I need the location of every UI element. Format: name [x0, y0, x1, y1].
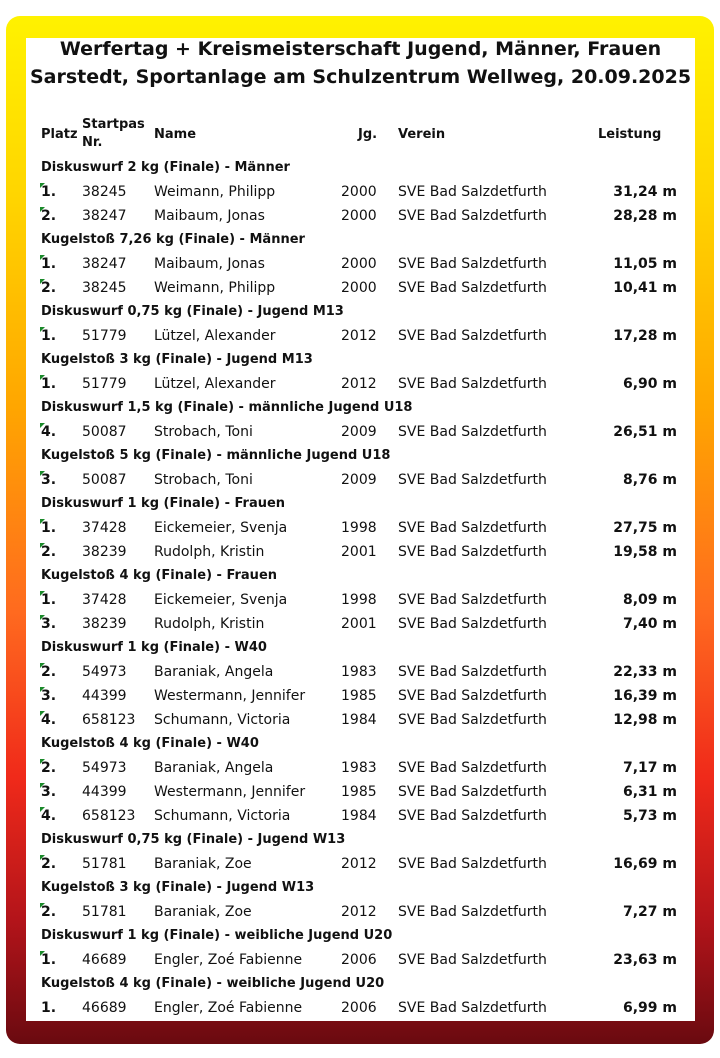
table-row — [26, 612, 695, 636]
place-cell: 1. — [41, 592, 57, 608]
birth-year-cell: 2006 — [341, 1000, 377, 1016]
performance-cell: 16,69 m — [613, 856, 677, 872]
table-row — [26, 852, 695, 876]
athlete-name-cell: Eickemeier, Svenja — [154, 520, 288, 536]
results-sheet — [26, 38, 695, 1021]
athlete-name-cell: Strobach, Toni — [154, 472, 253, 488]
club-cell: SVE Bad Salzdetfurth — [398, 904, 547, 920]
club-cell: SVE Bad Salzdetfurth — [398, 760, 547, 776]
club-cell: SVE Bad Salzdetfurth — [398, 592, 547, 608]
birth-year-cell: 2012 — [341, 856, 377, 872]
place-cell: 1. — [41, 1000, 57, 1016]
start-number-cell: 658123 — [82, 808, 136, 824]
club-cell: SVE Bad Salzdetfurth — [398, 688, 547, 704]
place-cell: 2. — [41, 760, 57, 776]
performance-cell: 16,39 m — [613, 688, 677, 704]
club-cell: SVE Bad Salzdetfurth — [398, 208, 547, 224]
event-section-title: Kugelstoß 5 kg (Finale) - männliche Jugend U18 — [41, 448, 391, 463]
athlete-name-cell: Weimann, Philipp — [154, 184, 276, 200]
athlete-name-cell: Maibaum, Jonas — [154, 256, 265, 272]
club-cell: SVE Bad Salzdetfurth — [398, 256, 547, 272]
table-row — [26, 372, 695, 396]
start-number-cell: 51779 — [82, 328, 127, 344]
club-cell: SVE Bad Salzdetfurth — [398, 472, 547, 488]
birth-year-cell: 1998 — [341, 592, 377, 608]
col-header-verein: Verein — [398, 127, 446, 142]
table-row — [26, 708, 695, 732]
event-section-title: Diskuswurf 1 kg (Finale) - Frauen — [41, 496, 286, 511]
place-cell: 3. — [41, 784, 57, 800]
place-cell: 2. — [41, 544, 57, 560]
athlete-name-cell: Engler, Zoé Fabienne — [154, 952, 303, 968]
place-cell: 1. — [41, 184, 57, 200]
place-cell: 2. — [41, 664, 57, 680]
birth-year-cell: 2000 — [341, 208, 377, 224]
birth-year-cell: 2001 — [341, 544, 377, 560]
performance-cell: 6,31 m — [622, 784, 677, 800]
table-row — [26, 804, 695, 828]
athlete-name-cell: Schumann, Victoria — [154, 712, 291, 728]
performance-cell: 6,99 m — [622, 1000, 677, 1016]
place-cell: 2. — [41, 856, 57, 872]
start-number-cell: 46689 — [82, 952, 127, 968]
start-number-cell: 38247 — [82, 208, 127, 224]
performance-cell: 7,27 m — [622, 904, 677, 920]
birth-year-cell: 2000 — [341, 256, 377, 272]
athlete-name-cell: Strobach, Toni — [154, 424, 253, 440]
birth-year-cell: 1985 — [341, 784, 377, 800]
start-number-cell: 38245 — [82, 184, 127, 200]
event-section-title: Diskuswurf 1,5 kg (Finale) - männliche Jugend U18 — [41, 400, 413, 415]
table-row — [26, 516, 695, 540]
table-row — [26, 180, 695, 204]
club-cell: SVE Bad Salzdetfurth — [398, 712, 547, 728]
event-section-title: Diskuswurf 0,75 kg (Finale) - Jugend M13 — [41, 304, 344, 319]
event-section-title: Kugelstoß 3 kg (Finale) - Jugend M13 — [41, 352, 313, 367]
club-cell: SVE Bad Salzdetfurth — [398, 856, 547, 872]
performance-cell: 7,40 m — [622, 616, 677, 632]
performance-cell: 11,05 m — [613, 256, 677, 272]
club-cell: SVE Bad Salzdetfurth — [398, 280, 547, 296]
start-number-cell: 38239 — [82, 616, 127, 632]
event-section-title: Kugelstoß 3 kg (Finale) - Jugend W13 — [41, 880, 315, 895]
performance-cell: 31,24 m — [613, 184, 677, 200]
place-cell: 4. — [41, 808, 57, 824]
table-row — [26, 324, 695, 348]
place-cell: 3. — [41, 616, 57, 632]
start-number-cell: 44399 — [82, 688, 127, 704]
start-number-cell: 44399 — [82, 784, 127, 800]
club-cell: SVE Bad Salzdetfurth — [398, 184, 547, 200]
club-cell: SVE Bad Salzdetfurth — [398, 544, 547, 560]
performance-cell: 28,28 m — [613, 208, 677, 224]
birth-year-cell: 1985 — [341, 688, 377, 704]
start-number-cell: 38245 — [82, 280, 127, 296]
athlete-name-cell: Weimann, Philipp — [154, 280, 276, 296]
place-cell: 3. — [41, 688, 57, 704]
table-row — [26, 996, 695, 1020]
col-header-startpas: Startpas — [82, 117, 145, 132]
club-cell: SVE Bad Salzdetfurth — [398, 1000, 547, 1016]
col-header-leistung: Leistung — [598, 127, 662, 142]
table-row — [26, 756, 695, 780]
table-row — [26, 660, 695, 684]
performance-cell: 26,51 m — [613, 424, 677, 440]
start-number-cell: 54973 — [82, 760, 127, 776]
athlete-name-cell: Westermann, Jennifer — [154, 688, 306, 704]
birth-year-cell: 2001 — [341, 616, 377, 632]
athlete-name-cell: Baraniak, Angela — [154, 760, 274, 776]
performance-cell: 10,41 m — [613, 280, 677, 296]
col-header-name: Name — [154, 127, 197, 142]
table-row — [26, 948, 695, 972]
event-section-title: Kugelstoß 4 kg (Finale) - W40 — [41, 736, 259, 751]
athlete-name-cell: Rudolph, Kristin — [154, 544, 265, 560]
birth-year-cell: 2012 — [341, 904, 377, 920]
club-cell: SVE Bad Salzdetfurth — [398, 520, 547, 536]
place-cell: 2. — [41, 208, 57, 224]
place-cell: 2. — [41, 904, 57, 920]
event-section-title: Diskuswurf 0,75 kg (Finale) - Jugend W13 — [41, 832, 346, 847]
birth-year-cell: 1984 — [341, 808, 377, 824]
place-cell: 4. — [41, 424, 57, 440]
table-row — [26, 900, 695, 924]
performance-cell: 23,63 m — [613, 952, 677, 968]
start-number-cell: 46689 — [82, 1000, 127, 1016]
performance-cell: 22,33 m — [613, 664, 677, 680]
start-number-cell: 38247 — [82, 256, 127, 272]
start-number-cell: 51781 — [82, 856, 127, 872]
start-number-cell: 37428 — [82, 592, 127, 608]
club-cell: SVE Bad Salzdetfurth — [398, 808, 547, 824]
start-number-cell: 51781 — [82, 904, 127, 920]
birth-year-cell: 2012 — [341, 376, 377, 392]
performance-cell: 19,58 m — [613, 544, 677, 560]
start-number-cell: 658123 — [82, 712, 136, 728]
birth-year-cell: 1983 — [341, 664, 377, 680]
performance-cell: 12,98 m — [613, 712, 677, 728]
event-section-title: Kugelstoß 4 kg (Finale) - Frauen — [41, 568, 278, 583]
table-row — [26, 588, 695, 612]
start-number-cell: 51779 — [82, 376, 127, 392]
performance-cell: 5,73 m — [622, 808, 677, 824]
table-row — [26, 780, 695, 804]
birth-year-cell: 2009 — [341, 472, 377, 488]
start-number-cell: 37428 — [82, 520, 127, 536]
place-cell: 2. — [41, 280, 57, 296]
place-cell: 1. — [41, 952, 57, 968]
table-row — [26, 468, 695, 492]
birth-year-cell: 2006 — [341, 952, 377, 968]
birth-year-cell: 2000 — [341, 280, 377, 296]
birth-year-cell: 1984 — [341, 712, 377, 728]
col-header-platz: Platz — [41, 127, 78, 142]
col-header-nr: Nr. — [82, 135, 103, 150]
athlete-name-cell: Schumann, Victoria — [154, 808, 291, 824]
athlete-name-cell: Engler, Zoé Fabienne — [154, 1000, 303, 1016]
place-cell: 1. — [41, 376, 57, 392]
start-number-cell: 50087 — [82, 424, 127, 440]
event-section-title: Kugelstoß 7,26 kg (Finale) - Männer — [41, 232, 305, 247]
athlete-name-cell: Baraniak, Zoe — [154, 904, 252, 920]
performance-cell: 27,75 m — [613, 520, 677, 536]
birth-year-cell: 2000 — [341, 184, 377, 200]
event-section-title: Diskuswurf 1 kg (Finale) - W40 — [41, 640, 267, 655]
page-subtitle: Sarstedt, Sportanlage am Schulzentrum Wellweg, 20.09.2025 — [29, 66, 692, 88]
athlete-name-cell: Westermann, Jennifer — [154, 784, 306, 800]
birth-year-cell: 1998 — [341, 520, 377, 536]
table-row — [26, 252, 695, 276]
start-number-cell: 54973 — [82, 664, 127, 680]
athlete-name-cell: Lützel, Alexander — [154, 376, 276, 392]
event-section-title: Kugelstoß 4 kg (Finale) - weibliche Jugend U20 — [41, 976, 385, 991]
birth-year-cell: 2012 — [341, 328, 377, 344]
club-cell: SVE Bad Salzdetfurth — [398, 424, 547, 440]
athlete-name-cell: Maibaum, Jonas — [154, 208, 265, 224]
performance-cell: 6,90 m — [622, 376, 677, 392]
performance-cell: 8,76 m — [622, 472, 677, 488]
place-cell: 1. — [41, 256, 57, 272]
results-list — [26, 156, 695, 1020]
birth-year-cell: 2009 — [341, 424, 377, 440]
page-title: Werfertag + Kreismeisterschaft Jugend, Männer, Frauen — [59, 38, 662, 60]
table-row — [26, 540, 695, 564]
club-cell: SVE Bad Salzdetfurth — [398, 616, 547, 632]
athlete-name-cell: Baraniak, Angela — [154, 664, 274, 680]
athlete-name-cell: Baraniak, Zoe — [154, 856, 252, 872]
place-cell: 3. — [41, 472, 57, 488]
athlete-name-cell: Eickemeier, Svenja — [154, 592, 288, 608]
table-row — [26, 204, 695, 228]
club-cell: SVE Bad Salzdetfurth — [398, 784, 547, 800]
performance-cell: 7,17 m — [622, 760, 677, 776]
performance-cell: 17,28 m — [613, 328, 677, 344]
athlete-name-cell: Lützel, Alexander — [154, 328, 276, 344]
birth-year-cell: 1983 — [341, 760, 377, 776]
col-header-jg: Jg. — [358, 127, 378, 142]
event-section-title: Diskuswurf 1 kg (Finale) - weibliche Jugend U20 — [41, 928, 393, 943]
start-number-cell: 38239 — [82, 544, 127, 560]
club-cell: SVE Bad Salzdetfurth — [398, 664, 547, 680]
club-cell: SVE Bad Salzdetfurth — [398, 376, 547, 392]
start-number-cell: 50087 — [82, 472, 127, 488]
table-row — [26, 684, 695, 708]
club-cell: SVE Bad Salzdetfurth — [398, 952, 547, 968]
performance-cell: 8,09 m — [622, 592, 677, 608]
event-section-title: Diskuswurf 2 kg (Finale) - Männer — [41, 160, 290, 175]
athlete-name-cell: Rudolph, Kristin — [154, 616, 265, 632]
place-cell: 1. — [41, 520, 57, 536]
place-cell: 4. — [41, 712, 57, 728]
table-row — [26, 420, 695, 444]
club-cell: SVE Bad Salzdetfurth — [398, 328, 547, 344]
place-cell: 1. — [41, 328, 57, 344]
table-row — [26, 276, 695, 300]
